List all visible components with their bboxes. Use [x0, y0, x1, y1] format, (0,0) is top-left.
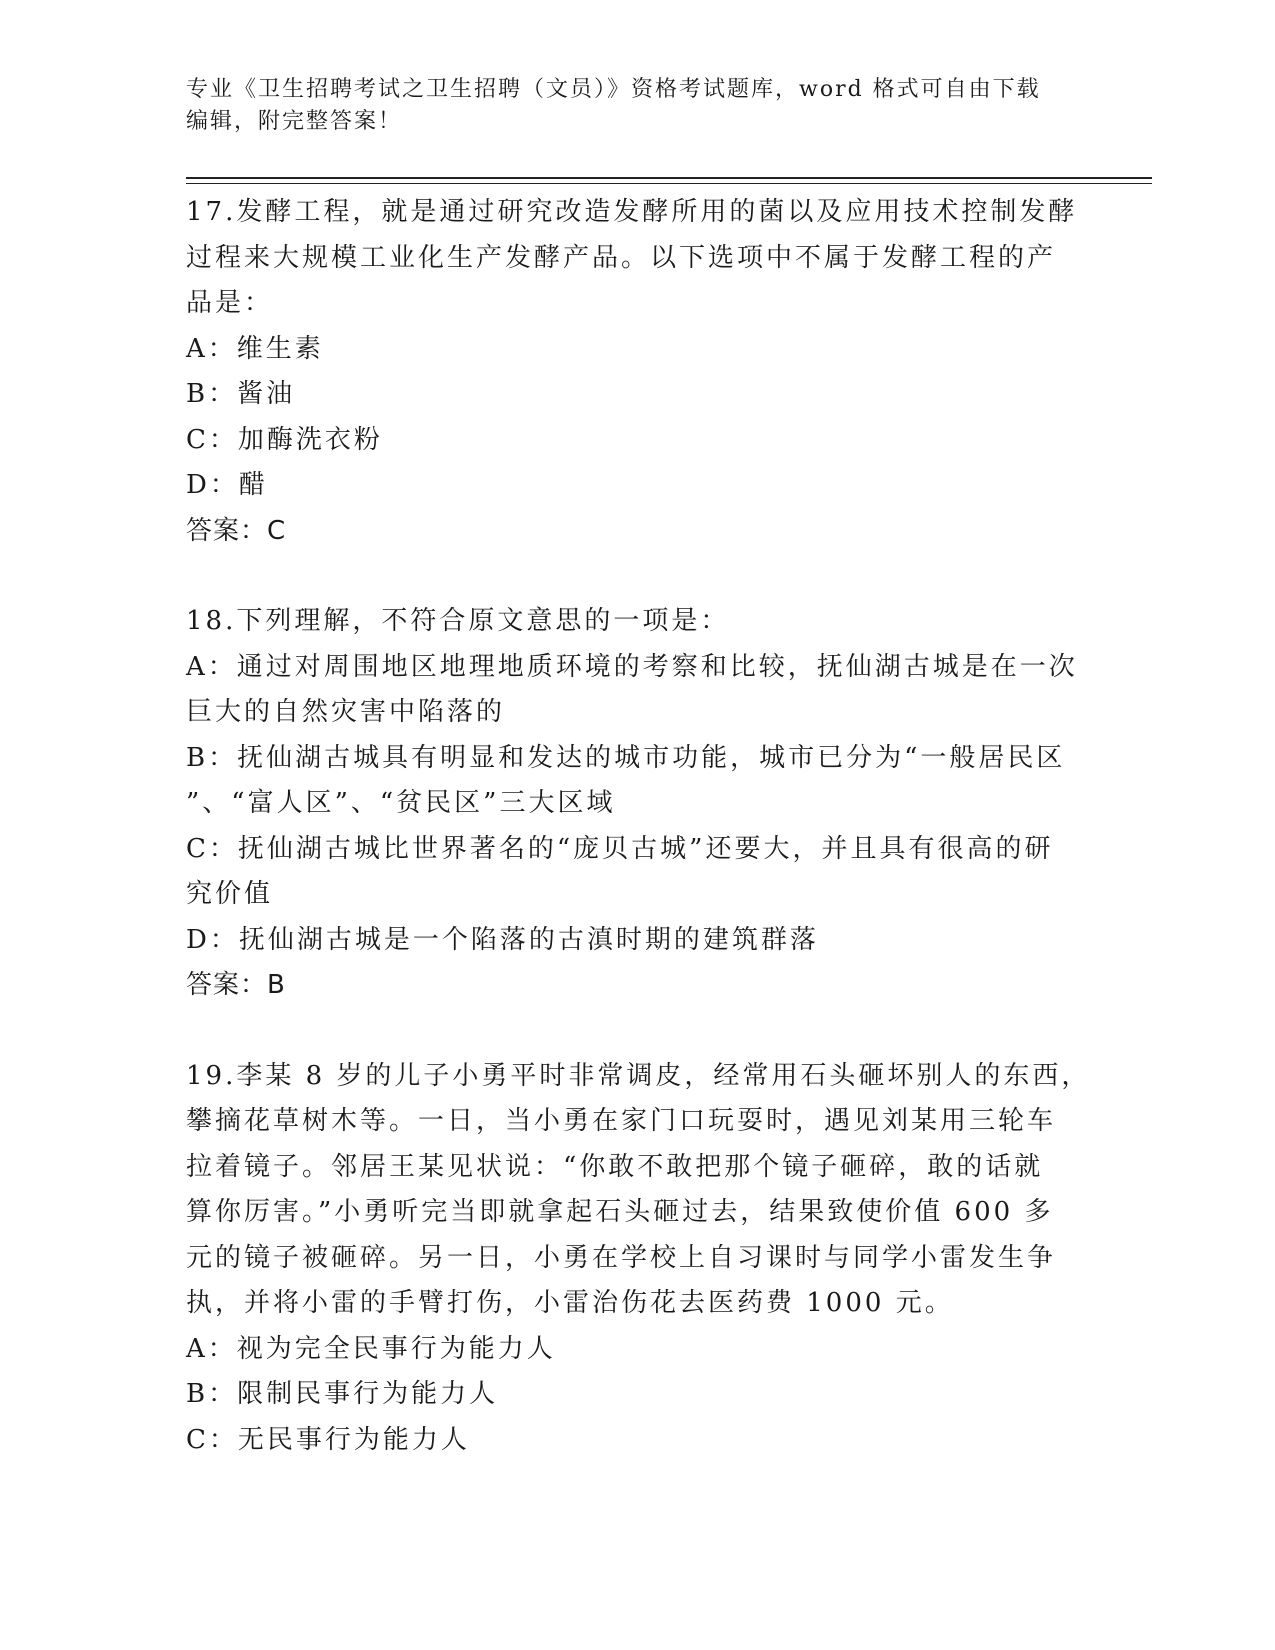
option-b	[186, 736, 1086, 827]
stem-line: 算你厉害。”小勇听完当即就拿起石头砸过去，结果致使价值 600 多	[186, 1197, 1054, 1227]
option-line: A：通过对周围地区地理地质环境的考察和比较，抚仙湖古城是在一次	[186, 651, 1078, 682]
stem-line: 品是：	[186, 288, 274, 318]
option-a: A：视为完全民事行为能力人	[186, 1333, 556, 1364]
question-19	[186, 1054, 1091, 1464]
stem-line: 19.李某 8 岁的儿子小勇平时非常调皮，经常用石头砸坏别人的东西，	[186, 1060, 1091, 1091]
spacer	[186, 554, 1086, 599]
answer: 答案：B	[186, 970, 286, 1000]
option-c: C：加酶洗衣粉	[186, 424, 383, 455]
option-line: 巨大的自然灾害中陷落的	[186, 697, 506, 727]
option-d: D：醋	[186, 470, 268, 500]
header-divider-thick	[186, 177, 1152, 179]
option-d	[186, 918, 1086, 964]
header-divider-thin	[186, 183, 1152, 184]
question-stem	[186, 599, 1086, 645]
spacer	[186, 1009, 1086, 1054]
question-17	[186, 190, 1086, 554]
option-c: C：无民事行为能力人	[186, 1424, 470, 1455]
option-a: A：维生素	[186, 333, 324, 364]
option-a	[186, 645, 1086, 736]
option-b: B：限制民事行为能力人	[186, 1379, 499, 1409]
option-line: B：抚仙湖古城具有明显和发达的城市功能，城市已分为“一般居民区	[186, 742, 1066, 773]
header-note-line-2: 编辑，附完整答案！	[186, 109, 403, 134]
stem-line: 元的镜子被砸碎。另一日，小勇在学校上自习课时与同学小雷发生争	[186, 1242, 1057, 1273]
answer: 答案：C	[186, 515, 287, 546]
option-line: C：抚仙湖古城比世界著名的“庞贝古城”还要大，并且具有很高的研	[186, 833, 1054, 864]
stem-line: 执，并将小雷的手臂打伤，小雷治伤花去医药费 1000 元。	[186, 1288, 954, 1318]
question-18	[186, 599, 1086, 1009]
header-note	[186, 74, 1066, 138]
option-c	[186, 827, 1086, 918]
option-line: 究价值	[186, 879, 274, 909]
option-line: ”、“富人区”、“贫民区”三大区域	[186, 788, 616, 818]
question-stem	[186, 190, 1086, 327]
stem-line: 17.发酵工程，就是通过研究改造发酵所用的菌以及应用技术控制发酵	[186, 197, 1078, 227]
question-list	[186, 190, 1091, 1463]
stem-line: 拉着镜子。邻居王某见状说：“你敢不敢把那个镜子砸碎，敢的话就	[186, 1151, 1044, 1182]
header-note-line-1: 专业《卫生招聘考试之卫生招聘（文员）》资格考试题库，word 格式可自由下载	[186, 77, 1041, 102]
stem-line: 18.下列理解，不符合原文意思的一项是：	[186, 606, 730, 636]
option-line: D：抚仙湖古城是一个陷落的古滇时期的建筑群落	[186, 924, 819, 955]
stem-line: 攀摘花草树木等。一日，当小勇在家门口玩耍时，遇见刘某用三轮车	[186, 1106, 1057, 1136]
option-b: B：酱油	[186, 379, 296, 409]
stem-line: 过程来大规模工业化生产发酵产品。以下选项中不属于发酵工程的产	[186, 242, 1057, 273]
question-stem	[186, 1054, 1091, 1327]
